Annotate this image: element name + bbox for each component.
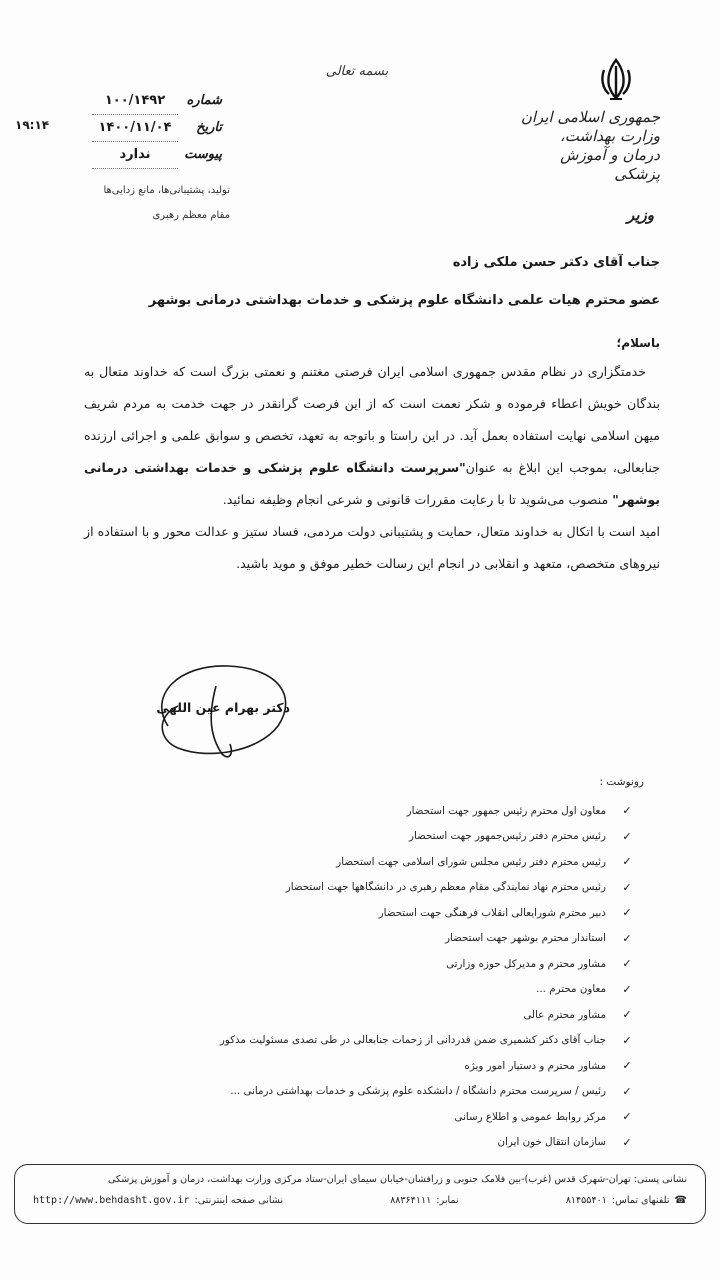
salutation: باسلام؛ [616, 336, 660, 350]
list-item [196, 1002, 636, 1028]
cc-item-text: رئیس محترم دفتر رئیس‌جمهور جهت استحضار [409, 830, 606, 843]
list-item [196, 926, 636, 952]
check-icon: ✓ [622, 1135, 632, 1149]
cc-item-text: رئیس محترم نهاد نمایندگی مقام معظم رهبری در دانشگاهها جهت استحضار [285, 881, 606, 894]
signer-name: دکتر بهرام عین اللهی [156, 700, 290, 715]
iran-emblem-icon [596, 56, 636, 102]
letter-meta [92, 88, 222, 169]
phone-label: تلفنهای تماس: [611, 1195, 670, 1206]
website-label: نشانی صفحه اینترنتی: [194, 1195, 284, 1206]
list-item [196, 1104, 636, 1130]
cc-item-text: مشاور محترم و مدیرکل حوزه وزارتی [446, 957, 606, 970]
check-icon: ✓ [622, 931, 632, 945]
date-label: تاریخ [196, 120, 222, 135]
check-icon: ✓ [622, 829, 632, 843]
ministry-header [520, 108, 660, 225]
cc-label: رونوشت : [599, 776, 644, 788]
cc-item-text: معاون محترم ... [536, 983, 606, 996]
check-icon: ✓ [622, 1033, 632, 1047]
check-icon: ✓ [622, 880, 632, 894]
list-item [196, 1130, 636, 1156]
production-note [60, 178, 230, 228]
ministry-line-2: وزارت بهداشت، درمان و آموزش پزشکی [559, 127, 660, 183]
list-item [196, 824, 636, 850]
cc-list [196, 798, 636, 1155]
appointment-title: "سرپرست دانشگاه علوم پزشکی و خدمات بهداشتی درمانی بوشهر" [84, 460, 660, 507]
attachment-label: پیوست [184, 147, 222, 162]
production-slogan: تولید، پشتیبانی‌ها، مانع زدایی‌ها [103, 185, 230, 196]
check-icon: ✓ [622, 1110, 632, 1124]
recipient-position: عضو محترم هیات علمی دانشگاه علوم پزشکی و خدمات بهداشتی درمانی بوشهر [148, 293, 660, 308]
check-icon: ✓ [622, 855, 632, 869]
list-item [196, 1079, 636, 1105]
number-row [92, 88, 222, 115]
body-paragraph-1 [84, 356, 660, 516]
phone-group [566, 1195, 687, 1206]
list-item [196, 798, 636, 824]
cc-item-text: مرکز روابط عمومی و اطلاع رسانی [454, 1110, 606, 1123]
cc-item-text: معاون اول محترم رئیس جمهور جهت استحضار [406, 804, 606, 817]
list-item [196, 951, 636, 977]
list-item [196, 875, 636, 901]
cc-item-text: استاندار محترم بوشهر جهت استحضار [445, 932, 606, 945]
website-link[interactable]: http://www.behdasht.gov.ir [33, 1195, 190, 1206]
date-value: ۱۴۰۰/۱۱/۰۴ [92, 115, 178, 142]
letter-footer [14, 1164, 706, 1224]
list-item [196, 900, 636, 926]
fax-group [390, 1195, 459, 1206]
website-group [33, 1195, 283, 1206]
list-item [196, 1053, 636, 1079]
recipient-name: جناب آقای دکتر حسن ملکی زاده [452, 255, 660, 270]
time-stamp: ۱۹:۱۴ [15, 118, 50, 132]
minister-title: وزیر [627, 206, 654, 224]
ministry-line-1: جمهوری اسلامی ایران [520, 108, 660, 126]
cc-item-text: مشاور محترم عالی [523, 1008, 606, 1021]
fax-label: نمابر: [436, 1195, 459, 1206]
number-value: ۱۰۰/۱۴۹۲ [92, 88, 178, 115]
bismillah: بسمه تعالی [325, 64, 389, 79]
leader-attribution: مقام معظم رهبری [152, 210, 230, 221]
cc-item-text: رئیس / سرپرست محترم دانشگاه / دانشکده علوم پزشکی و خدمات بهداشتی درمانی ... [230, 1085, 606, 1098]
letter-body [84, 356, 660, 580]
cc-item-text: مشاور محترم و دستیار امور ویژه [464, 1059, 606, 1072]
list-item [196, 1028, 636, 1054]
check-icon: ✓ [622, 957, 632, 971]
check-icon: ✓ [622, 982, 632, 996]
number-label: شماره [186, 93, 222, 108]
check-icon: ✓ [622, 1084, 632, 1098]
body-paragraph-2: امید است با اتکال به خداوند متعال، حمایت و پشتیبانی دولت مردمی، فساد ستیز و عدالت محور و با استفاده از نیروهای متخصص، متعهد و انقلابی در انجام این رسالت خطیر موفق و موید باشید. [84, 524, 660, 571]
attachment-value: ندارد [92, 142, 178, 169]
date-row [92, 115, 222, 142]
phone-icon: ☎ [674, 1195, 687, 1206]
list-item [196, 849, 636, 875]
cc-item-text: دبیر محترم شورایعالی انقلاب فرهنگی جهت استحضار [378, 906, 606, 919]
check-icon: ✓ [622, 1008, 632, 1022]
check-icon: ✓ [622, 1059, 632, 1073]
check-icon: ✓ [622, 906, 632, 920]
body-paragraph-1-end: منصوب می‌شوید تا با رعایت مقررات قانونی و شرعی انجام وظیفه نمائید. [222, 492, 613, 507]
attachment-row [92, 142, 222, 169]
fax-value: ۸۸۳۶۴۱۱۱ [390, 1195, 432, 1206]
body-paragraph-1-text: خدمتگزاری در نظام مقدس جمهوری اسلامی ایران فرصتی مغتنم و نعمتی بزرگ است که خداوند متعال به بندگان خویش اعطاء فرموده و شکر نعمت است که از این فرصت گرانقدر در جهت خدمت به مردم شریف میهن اسلامی نهایت استفاده بعمل آید. در این راستا و باتوجه به تعهد، تخصص و سوابق علمی و اجرائی ارزنده جنابعالی، بموجب این ابلاغ به عنوان [84, 364, 660, 475]
recipient-block [60, 244, 660, 320]
check-icon: ✓ [622, 804, 632, 818]
cc-item-text: جناب آقای دکتر کشمیری ضمن قدردانی از زحمات جنابعالی در طی تصدی مسئولیت مذکور [219, 1034, 606, 1047]
footer-contact-row [33, 1195, 687, 1206]
cc-item-text: رئیس محترم دفتر رئیس مجلس شورای اسلامی جهت استحضار [336, 855, 606, 868]
list-item [196, 977, 636, 1003]
phone-value: ۸۱۴۵۵۴۰۱ [565, 1195, 607, 1206]
postal-address: نشانی پستی: تهران-شهرک قدس (غرب)-بین فلامک جنوبی و زرافشان-خیابان سیمای ایران-ستاد مرکزی وزارت بهداشت، درمان و آموزش پزشکی [107, 1174, 687, 1185]
cc-item-text: سازمان انتقال خون ایران [497, 1136, 606, 1149]
